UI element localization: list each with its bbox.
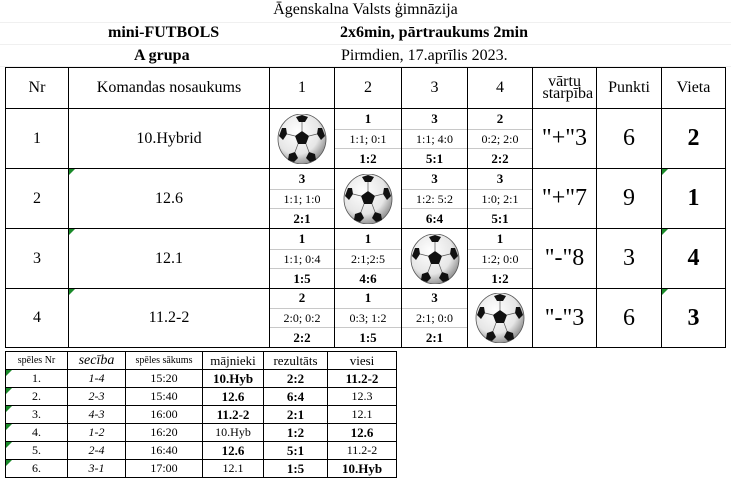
match-mid: 0:2; 2:0 [468, 129, 532, 149]
col-header-goal-diff: vārtu starpība [533, 68, 597, 109]
col-header-3: 3 [402, 68, 468, 109]
match-cell [270, 229, 335, 289]
match-cell [270, 169, 335, 229]
match-mid: 0:3; 1:2 [335, 308, 401, 328]
place: 3 [662, 289, 726, 348]
col-header-points: Punkti [597, 68, 662, 109]
away-team: 12.3 [328, 388, 397, 406]
standings-header-row [6, 68, 726, 109]
match-top: 3 [496, 170, 504, 186]
schedule-row [6, 442, 397, 460]
game-order: 4-3 [68, 406, 126, 424]
away-team: 12.6 [328, 424, 397, 442]
match-mid: 1:1; 0:1 [335, 129, 401, 149]
match-top: 1 [364, 230, 372, 246]
cell-comment-marker [69, 169, 75, 175]
standings-row [6, 229, 726, 289]
start-time: 15:20 [126, 370, 203, 388]
goal-difference: "+"3 [533, 109, 597, 169]
school-title: Āgenskalna Valsts ģimnāzija [273, 1, 458, 18]
cell-comment-marker [662, 169, 668, 175]
away-team: 12.1 [328, 406, 397, 424]
col-header-team: Komandas nosaukums [69, 68, 270, 109]
match-top: 1 [298, 230, 306, 246]
sched-header-away: viesi [328, 352, 397, 370]
team-name: 12.1 [69, 229, 270, 289]
match-cell [335, 229, 402, 289]
soccer-ball-icon [277, 114, 327, 164]
match-cell [468, 289, 533, 348]
place: 2 [662, 109, 726, 169]
match-cell [270, 109, 335, 169]
match-top: 2 [298, 290, 306, 305]
start-time: 16:00 [126, 406, 203, 424]
away-team: 10.Hyb [328, 460, 397, 478]
match-mid: 2:1;2:5 [335, 249, 401, 269]
gridline [0, 44, 731, 45]
cell-comment-marker [6, 388, 12, 394]
home-team: 10.Hyb [203, 370, 264, 388]
match-bot: 1:5 [293, 270, 311, 286]
game-order: 3-1 [68, 460, 126, 478]
home-team: 11.2-2 [203, 406, 264, 424]
schedule-row [6, 406, 397, 424]
match-mid: 1:1; 1:0 [270, 189, 334, 209]
match-mid: 1:2: 5:2 [402, 189, 467, 209]
game-format: 2x6min, pārtraukums 2min [340, 24, 529, 41]
standings-table [5, 67, 726, 348]
game-number: 2. [6, 388, 68, 406]
match-cell [468, 169, 533, 229]
match-cell [402, 109, 468, 169]
match-mid: 2:1; 0:0 [402, 308, 467, 328]
game-result: 1:2 [264, 424, 328, 442]
start-time: 15:40 [126, 388, 203, 406]
schedule-row [6, 424, 397, 442]
away-team: 11.2-2 [328, 442, 397, 460]
game-order: 2-3 [68, 388, 126, 406]
points: 3 [597, 229, 662, 289]
cell-comment-marker [662, 229, 668, 235]
col-header-4: 4 [468, 68, 533, 109]
soccer-ball-icon [343, 174, 393, 224]
schedule-row [6, 370, 397, 388]
team-name: 12.6 [69, 169, 270, 229]
schedule-table [5, 351, 397, 478]
game-number: 5. [6, 442, 68, 460]
sched-header-result: rezultāts [264, 352, 328, 370]
place: 4 [662, 229, 726, 289]
match-top: 1 [496, 230, 504, 246]
match-bot: 1:2 [359, 150, 377, 166]
match-cell [270, 289, 335, 348]
match-mid: 1:2; 0:0 [468, 249, 532, 269]
standings-row [6, 169, 726, 229]
game-result: 2:2 [264, 370, 328, 388]
place: 1 [662, 169, 726, 229]
points: 6 [597, 109, 662, 169]
sport-title: mini-FUTBOLS [108, 24, 220, 41]
group-name: A grupa [134, 47, 190, 64]
sched-header-order: secība [68, 352, 126, 370]
match-cell [468, 229, 533, 289]
goal-difference: "+"7 [533, 169, 597, 229]
home-team: 12.6 [203, 442, 264, 460]
cell-comment-marker [69, 229, 75, 235]
match-top: 1 [364, 110, 372, 126]
start-time: 17:00 [126, 460, 203, 478]
game-result: 2:1 [264, 406, 328, 424]
goal-difference: "-"8 [533, 229, 597, 289]
sched-header-nr: spēles Nr [6, 352, 68, 370]
home-team: 12.6 [203, 388, 264, 406]
cell-comment-marker [6, 406, 12, 412]
start-time: 16:20 [126, 424, 203, 442]
cell-comment-marker [69, 289, 75, 295]
col-header-2: 2 [335, 68, 402, 109]
match-mid: 1:1; 4:0 [402, 129, 467, 149]
standings-row [6, 289, 726, 348]
team-name: 10.Hybrid [69, 109, 270, 169]
col-header-nr: Nr [6, 68, 69, 109]
schedule-row [6, 388, 397, 406]
cell-comment-marker [6, 370, 12, 376]
game-number: 3. [6, 406, 68, 424]
match-bot: 4:6 [359, 270, 377, 286]
match-top: 3 [431, 110, 438, 126]
game-number: 4. [6, 424, 68, 442]
sched-header-home: mājnieki [203, 352, 264, 370]
game-order: 1-2 [68, 424, 126, 442]
match-mid: 2:0; 0:2 [270, 308, 334, 328]
match-cell [402, 169, 468, 229]
team-number: 1 [6, 109, 69, 169]
match-top: 2 [496, 110, 504, 126]
away-team: 11.2-2 [328, 370, 397, 388]
team-number: 3 [6, 229, 69, 289]
match-cell [402, 229, 468, 289]
home-team: 10.Hyb [203, 424, 264, 442]
game-number: 6. [6, 460, 68, 478]
team-number: 2 [6, 169, 69, 229]
match-top: 1 [364, 290, 372, 305]
match-bot: 2:1 [293, 210, 311, 226]
cell-comment-marker [6, 460, 12, 466]
team-number: 4 [6, 289, 69, 348]
match-cell [468, 109, 533, 169]
cell-comment-marker [6, 424, 12, 430]
standings-row [6, 109, 726, 169]
points: 9 [597, 169, 662, 229]
game-order: 1-4 [68, 370, 126, 388]
schedule-header-row [6, 352, 397, 370]
home-team: 12.1 [203, 460, 264, 478]
game-result: 5:1 [264, 442, 328, 460]
col-header-1: 1 [270, 68, 335, 109]
col-header-place: Vieta [662, 68, 726, 109]
cell-comment-marker [6, 442, 12, 448]
match-mid: 1:1; 0:4 [270, 249, 334, 269]
goal-difference: "-"3 [533, 289, 597, 348]
match-bot: 5:1 [425, 150, 444, 166]
match-bot: 5:1 [491, 210, 509, 226]
game-result: 6:4 [264, 388, 328, 406]
match-cell [335, 109, 402, 169]
match-top: 3 [431, 170, 438, 186]
team-name: 11.2-2 [69, 289, 270, 348]
start-time: 16:40 [126, 442, 203, 460]
event-date: Pirmdien, 17.aprīlis 2023. [341, 47, 508, 64]
game-number: 1. [6, 370, 68, 388]
game-result: 1:5 [264, 460, 328, 478]
game-order: 2-4 [68, 442, 126, 460]
match-bot: 6:4 [425, 210, 444, 226]
match-bot: 2:2 [491, 150, 509, 166]
gridline [0, 22, 731, 23]
match-cell [335, 289, 402, 348]
cell-comment-marker [662, 289, 668, 295]
match-top: 3 [431, 290, 438, 305]
schedule-row [6, 460, 397, 478]
match-cell [335, 169, 402, 229]
match-bot: 1:5 [359, 330, 377, 345]
match-mid: 1:0; 2:1 [468, 189, 532, 209]
match-cell [402, 289, 468, 348]
match-bot: 2:1 [425, 330, 444, 345]
soccer-ball-icon [410, 234, 460, 284]
match-bot: 2:2 [293, 330, 311, 345]
match-top: 3 [298, 170, 306, 186]
points: 6 [597, 289, 662, 348]
soccer-ball-icon [475, 293, 525, 343]
sched-header-start: spēles sākums [126, 352, 203, 370]
match-bot: 1:2 [491, 270, 509, 286]
